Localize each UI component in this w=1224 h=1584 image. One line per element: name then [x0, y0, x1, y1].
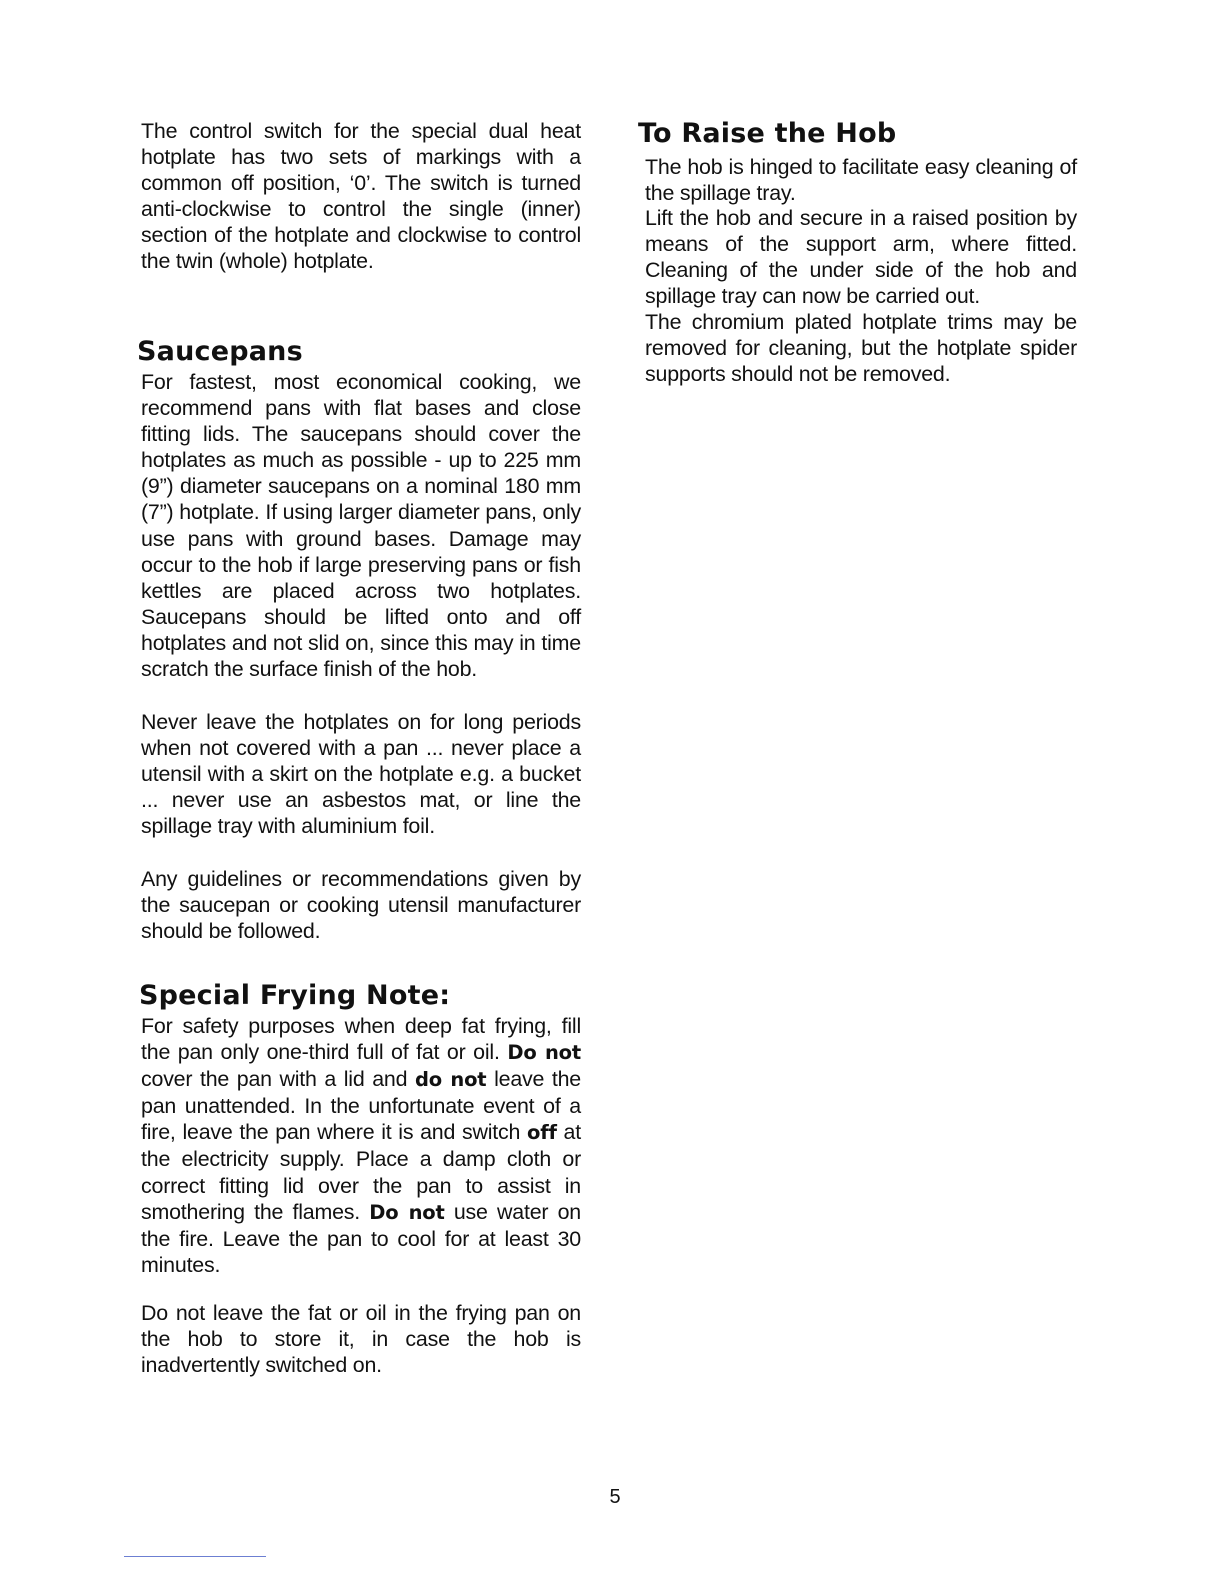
raise-hob-paragraph-3: The chromium plated hotplate trims may be removed for cleaning, but the hotplate spider supports should not be removed. — [645, 310, 1077, 387]
frying-text-1: For safety purposes when deep fat frying, fill the pan only one-third full of fat or oil. — [141, 1014, 581, 1065]
saucepans-paragraph-3: Any guidelines or recommendations given by the saucepan or cooking utensil manufacturer should be followed. — [141, 867, 581, 944]
frying-bold-off: off — [527, 1121, 557, 1145]
frying-text-5: use water on the fire. Leave the pan to cool for at least 30 minutes. — [141, 1199, 581, 1277]
dual-heat-switch-paragraph: The control switch for the special dual heat hotplate has two sets of markings with a common off position, ‘0’. The switch is turned anti-clockwise to control the single (inner) section of the hotplate and clockwise to control the twin (whole) hotplate. — [141, 119, 581, 274]
saucepans-paragraph-2: Never leave the hotplates on for long periods when not covered with a pan ... never place a utensil with a skirt on the hotplate e.g. a bucket ... never use an asbestos mat, or line the spillage tray with aluminium foil. — [141, 710, 581, 839]
saucepans-heading: Saucepans — [137, 336, 303, 367]
page-number: 5 — [609, 1486, 621, 1508]
raise-hob-paragraph-1: The hob is hinged to facilitate easy cleaning of the spillage tray. — [645, 155, 1077, 206]
frying-text-4: at the electricity supply. Place a damp cloth or correct fitting lid over the pan to assist in smothering the flames. — [141, 1120, 581, 1224]
frying-text-3: leave the pan unattended. In the unfortunate event of a fire, leave the pan where it is and switch — [141, 1067, 582, 1145]
footer-rule — [124, 1556, 266, 1557]
frying-paragraph-2: Do not leave the fat or oil in the frying pan on the hob to store it, in case the hob is inadvertently switched on. — [141, 1301, 581, 1378]
raise-hob-heading: To Raise the Hob — [638, 118, 897, 149]
frying-bold-do-not-1: Do not — [507, 1041, 581, 1065]
special-frying-note-heading: Special Frying Note: — [139, 980, 451, 1011]
raise-hob-paragraph-2: Lift the hob and secure in a raised position by means of the support arm, where fitted. Cleaning of the under side of the hob and spillage tray can now be carried out. — [645, 206, 1077, 309]
frying-paragraph-1 — [141, 1013, 581, 1278]
frying-text-2: cover the pan with a lid and — [141, 1067, 415, 1092]
frying-bold-do-not-2: do not — [414, 1068, 487, 1092]
saucepans-paragraph-1: For fastest, most economical cooking, we recommend pans with flat bases and close fitting lids. The saucepans should cover the hotplates as much as possible - up to 225 mm (9”) diameter saucepans on a nominal 180 mm (7”) hotplate. If using larger diameter pans, only use pans with ground bases. Damage may occur to the hob if large preserving pans or fish kettles are placed across two hotplates. Saucepans should be lifted onto and off hotplates and not slid on, since this may in time scratch the surface finish of the hob. — [141, 370, 581, 682]
frying-bold-do-not-3: Do not — [369, 1200, 445, 1224]
